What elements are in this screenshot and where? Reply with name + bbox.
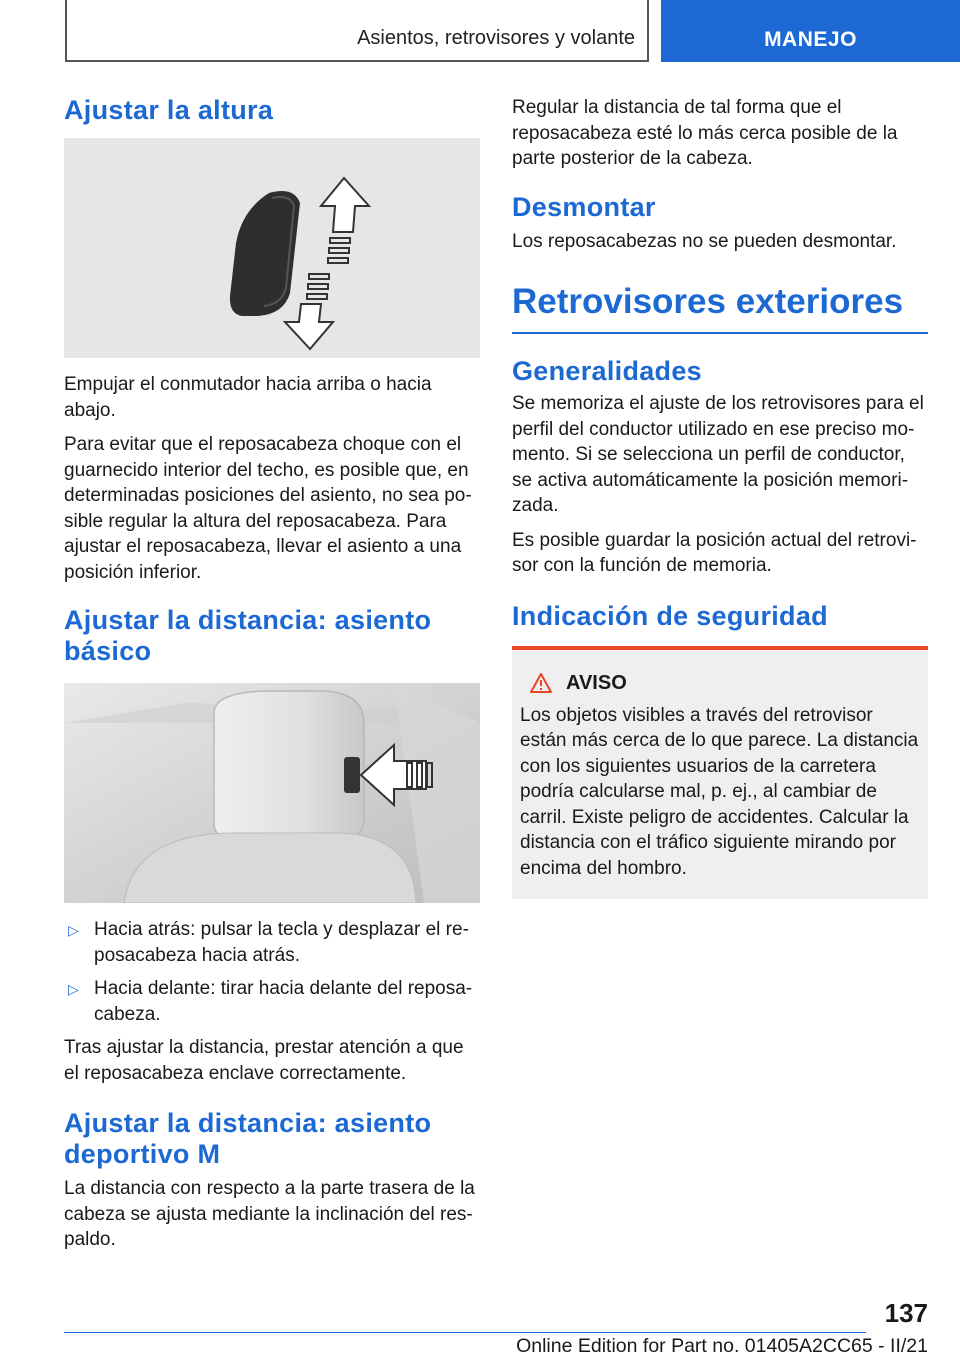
paragraph: Se memoriza el ajuste de los retrovisores para el perfil del conductor utilizado en ese preciso momento. Si se selecciona un perfil de conductor, se activa automáticamente la posición memorizada.	[512, 393, 924, 516]
paragraph: Regular la distancia de tal forma que el reposacabeza esté lo más cerca posible de la parte posterior de la cabeza.	[512, 97, 898, 169]
figure-headrest	[64, 683, 480, 903]
heading-remove: Desmontar	[512, 191, 656, 222]
chapter-title: MANEJO	[764, 28, 857, 51]
instruction-list	[64, 917, 480, 1027]
figure-height-switch	[64, 138, 480, 358]
warning-text: Los objetos visibles a través del retrovisor están más cerca de lo que parece. La distancia con los siguientes usuarios de la carretera podría calcularse mal, p. ej., al cambiar de carril. Existe peligro de accidentes. Calcular la distancia con el tráfico siguiente mirando por encima del hombro.	[520, 704, 919, 879]
section-title: Asientos, retrovisores y volante	[357, 27, 635, 49]
footer-edition: Online Edition for Part no. 01405A2CC65 - II/21	[516, 1335, 928, 1357]
warning-header	[530, 672, 920, 695]
paragraph: Empujar el conmutador hacia arriba o hacia abajo.	[64, 374, 432, 421]
warning-triangle-icon	[530, 673, 552, 693]
heading-exterior-mirrors: Retrovisores exteriores	[512, 280, 928, 334]
chapter-tab	[661, 0, 960, 62]
heading-general: Generalidades	[512, 356, 702, 386]
page-number: 137	[884, 1298, 928, 1328]
left-column	[64, 95, 480, 1262]
right-column	[512, 95, 928, 899]
list-item-text: Hacia delante: tirar hacia delante del reposacabeza.	[94, 978, 473, 1025]
list-item-text: Hacia atrás: pulsar la tecla y desplazar el reposacabeza hacia atrás.	[94, 919, 469, 966]
footer-divider	[64, 1332, 866, 1333]
paragraph: Es posible guardar la posición actual del retrovisor con la función de memoria.	[512, 529, 917, 576]
paragraph: La distancia con respecto a la parte trasera de la cabeza se ajusta mediante la inclinación del respaldo.	[64, 1178, 475, 1250]
list-item	[64, 917, 480, 968]
paragraph: Para evitar que el reposacabeza choque con el guarnecido interior del techo, es posible que, en determinadas posiciones del asiento, no sea posible regular la altura del reposacabeza. Para ajustar el reposacabeza, llevar el asiento a una posición inferior.	[64, 434, 472, 583]
heading-adjust-distance-sport: Ajustar la distancia: asiento deportivo M	[64, 1108, 432, 1169]
triangle-bullet-icon: ▷	[68, 981, 79, 997]
list-item	[64, 976, 480, 1027]
headrest-illustration	[64, 683, 480, 903]
warning-title: AVISO	[566, 671, 627, 694]
headrest-shape	[214, 691, 364, 843]
height-switch-illustration	[64, 138, 480, 358]
triangle-bullet-icon: ▷	[68, 922, 79, 938]
heading-adjust-height: Ajustar la altura	[64, 95, 274, 125]
paragraph: Tras ajustar la distancia, prestar atención a que el reposacabeza enclave correctamente.	[64, 1037, 464, 1084]
paragraph: Los reposacabezas no se pueden desmontar.	[512, 230, 897, 252]
warning-box	[512, 646, 928, 900]
release-button	[344, 757, 360, 793]
running-header-section	[65, 0, 649, 62]
heading-adjust-distance-basic: Ajustar la distancia: asiento básico	[64, 605, 432, 666]
heading-safety: Indicación de seguridad	[512, 600, 828, 631]
